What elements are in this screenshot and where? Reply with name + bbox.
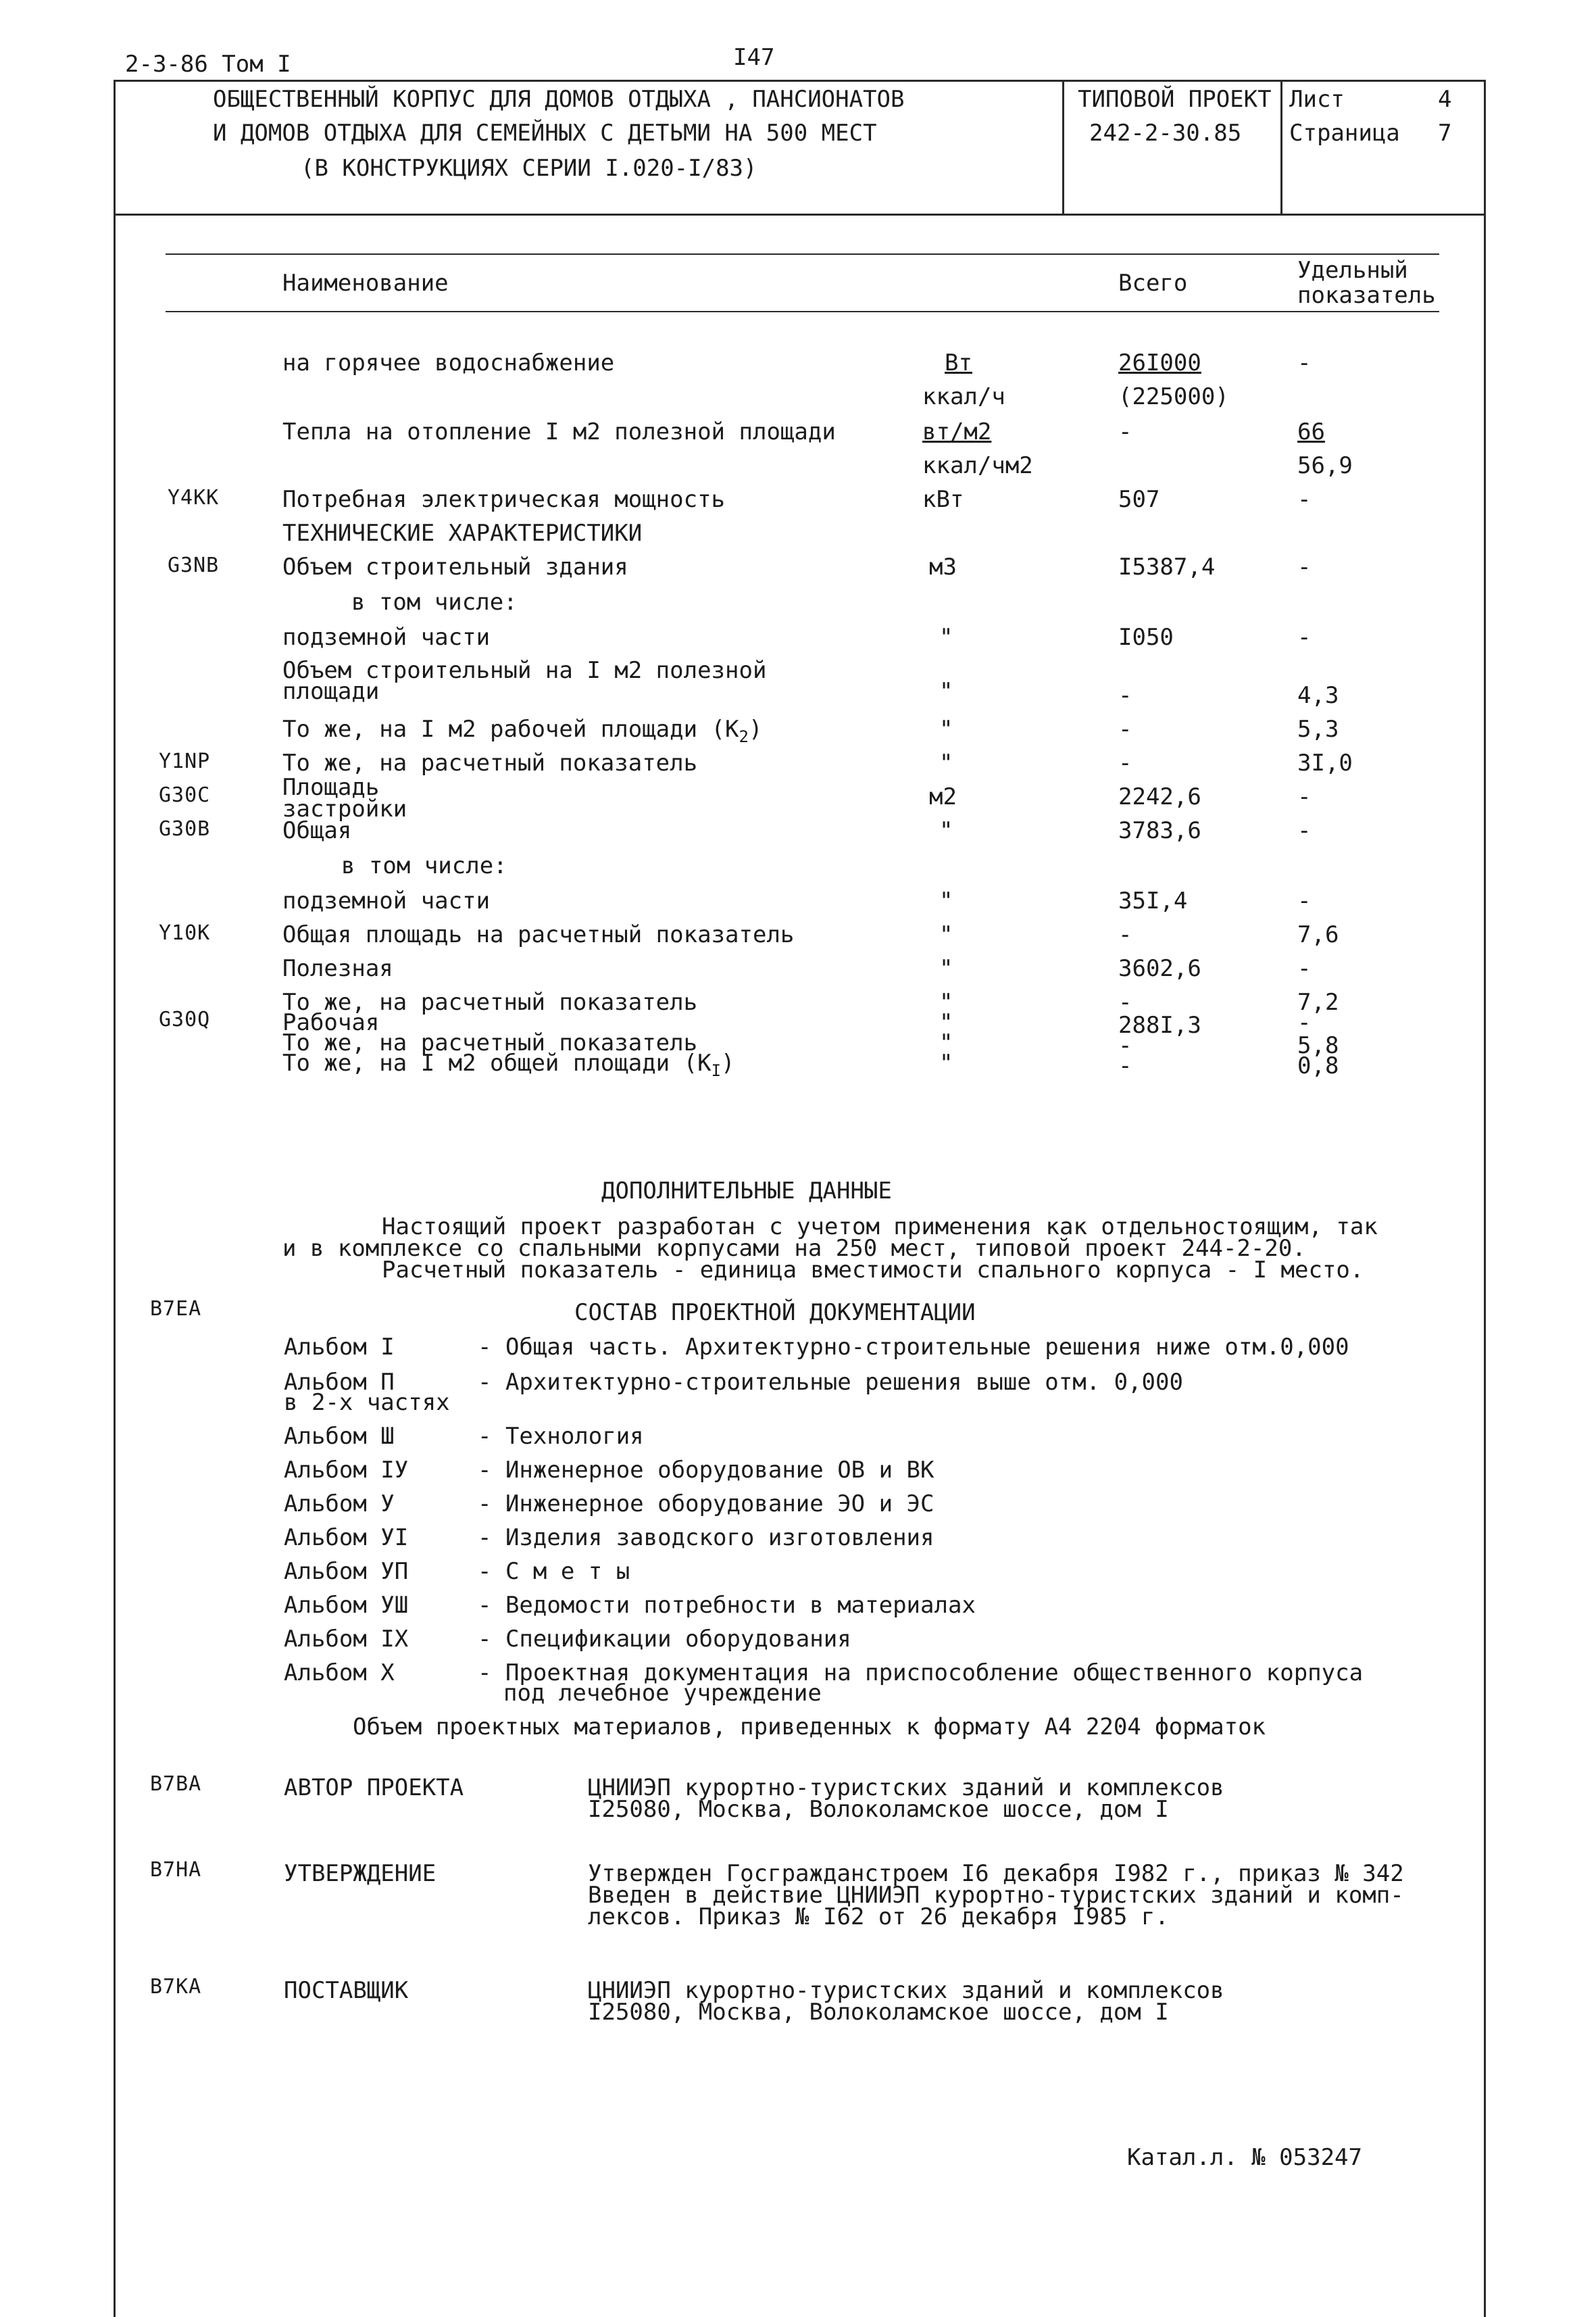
album-desc: - Проектная документация на приспособление общественного корпуса xyxy=(478,1659,1364,1686)
row-spec: 7,2 xyxy=(1297,989,1339,1016)
docs-volume: Объем проектных материалов, приведенных к формату А4 2204 форматок xyxy=(353,1713,1266,1740)
album-label: Альбом IУ xyxy=(284,1457,409,1484)
row-unit: ккал/чм2 xyxy=(922,452,1033,479)
row-spec: - xyxy=(1297,955,1312,982)
docs-heading: СОСТАВ ПРОЕКТНОЙ ДОКУМЕНТАЦИИ xyxy=(574,1299,976,1326)
row-spec: 4,3 xyxy=(1297,682,1339,709)
album-desc: - Ведомости потребности в материалах xyxy=(478,1592,976,1619)
row-unit: " xyxy=(939,989,953,1016)
row-total: 3783,6 xyxy=(1118,817,1201,844)
row-name: Общая площадь на расчетный показатель xyxy=(282,921,795,948)
closing-paren: ) xyxy=(748,716,763,743)
author-line-2: I25080, Москва, Волоколамское шоссе, дом I xyxy=(588,1796,1169,1823)
row-name: То же, на расчетный показатель xyxy=(282,1029,698,1056)
header-bottom-border xyxy=(114,214,1485,216)
row-name: То же, на расчетный показатель xyxy=(282,989,698,1016)
row-name: Тепла на отопление I м2 полезной площади xyxy=(282,418,836,445)
k2-subscript: 2 xyxy=(739,727,749,746)
row-total: I050 xyxy=(1118,624,1174,651)
album-desc: под лечебное учреждение xyxy=(503,1680,822,1707)
supplier-line-2: I25080, Москва, Волоколамское шоссе, дом I xyxy=(588,1999,1169,2026)
row-unit: " xyxy=(939,921,953,948)
project-number: 242-2-30.85 xyxy=(1089,120,1242,147)
row-name: Площадь xyxy=(282,774,380,801)
frame-left-border xyxy=(114,80,116,2317)
row-spec: 3I,0 xyxy=(1297,750,1353,777)
row-name: Полезная xyxy=(282,955,393,982)
row-name xyxy=(282,1052,735,1079)
frame-right-border xyxy=(1484,80,1486,2317)
row-unit: " xyxy=(939,750,953,777)
row-unit: м3 xyxy=(929,554,957,581)
page-value: 7 xyxy=(1438,120,1452,147)
row-total: 35I,4 xyxy=(1118,887,1188,914)
row-spec: - xyxy=(1297,1009,1312,1036)
row-unit: " xyxy=(939,716,953,743)
row-spec: - xyxy=(1297,349,1312,376)
col-header-total: Всего xyxy=(1118,270,1188,297)
col-header-specific-1: Удельный xyxy=(1297,257,1408,284)
col-header-name: Наименование xyxy=(282,270,449,297)
album-desc: - С м е т ы xyxy=(478,1558,630,1585)
page-label: Страница xyxy=(1289,120,1400,147)
table-top-rule xyxy=(166,253,1439,255)
row-unit: ккал/ч xyxy=(922,383,1005,410)
row-code: Y4KK xyxy=(168,486,220,510)
row-name: Рабочая xyxy=(282,1009,380,1036)
author-line-1: ЦНИИЭП курортно-туристских зданий и комплексов xyxy=(588,1774,1224,1801)
row-unit: " xyxy=(939,1050,953,1077)
row-spec: 0,8 xyxy=(1297,1052,1339,1079)
docs-code: B7EA xyxy=(150,1297,202,1321)
row-total: I5387,4 xyxy=(1118,554,1216,581)
row-name xyxy=(282,718,762,745)
row-unit: " xyxy=(939,1029,953,1056)
row-name-text: То же, на I м2 рабочей площади (К xyxy=(282,716,739,743)
row-code: G3NB xyxy=(168,554,220,577)
author-code: B7BA xyxy=(150,1772,202,1796)
row-code: Y10K xyxy=(159,921,211,945)
title-line-2: И ДОМОВ ОТДЫХА ДЛЯ СЕМЕЙНЫХ С ДЕТЬМИ НА 500 МЕСТ xyxy=(213,120,877,147)
row-unit: " xyxy=(939,955,953,982)
supplier-code: B7KA xyxy=(150,1975,202,1999)
approval-code: B7HA xyxy=(150,1858,202,1882)
row-spec: 5,8 xyxy=(1297,1032,1339,1059)
album-desc: - Изделия заводского изготовления xyxy=(478,1524,934,1551)
row-code: Y1NP xyxy=(159,750,211,773)
row-total: - xyxy=(1118,1032,1132,1059)
row-name: Объем строительный здания xyxy=(282,554,628,581)
row-name: на горячее водоснабжение xyxy=(282,349,615,376)
row-total: - xyxy=(1118,418,1132,445)
row-name: подземной части xyxy=(282,887,491,914)
row-spec: 7,6 xyxy=(1297,921,1339,948)
row-name: застройки xyxy=(282,796,407,823)
row-total: - xyxy=(1118,1052,1132,1079)
approval-label: УТВЕРЖДЕНИЕ xyxy=(284,1860,437,1887)
approval-line-3: лексов. Приказ № I62 от 26 декабря I985 г. xyxy=(588,1903,1169,1930)
album-label: Альбом I xyxy=(284,1334,395,1361)
approval-line-1: Утвержден Госгражданстроем I6 декабря I982 г., приказ № 342 xyxy=(588,1860,1404,1887)
additional-heading: ДОПОЛНИТЕЛЬНЫЕ ДАННЫЕ xyxy=(601,1177,892,1204)
album-desc: - Общая часть. Архитектурно-строительные решения ниже отм.0,000 xyxy=(478,1334,1349,1361)
approval-line-2: Введен в действие ЦНИИЭП курортно-туристских зданий и комп- xyxy=(588,1882,1404,1909)
row-unit: " xyxy=(939,678,953,705)
album-label: Альбом Ш xyxy=(284,1423,395,1450)
row-total: 26I000 xyxy=(1118,349,1201,376)
row-unit: м2 xyxy=(929,783,957,810)
row-name: в том числе: xyxy=(341,852,507,879)
section-heading: ТЕХНИЧЕСКИЕ ХАРАКТЕРИСТИКИ xyxy=(282,520,643,547)
album-label: Альбом УI xyxy=(284,1524,409,1551)
header-divider-1 xyxy=(1062,80,1064,215)
sheet-value: 4 xyxy=(1438,86,1452,113)
row-total: - xyxy=(1118,750,1132,777)
author-label: АВТОР ПРОЕКТА xyxy=(284,1774,464,1801)
row-total: (225000) xyxy=(1118,383,1229,410)
sheet-label: Лист xyxy=(1289,86,1345,113)
row-spec: - xyxy=(1297,554,1312,581)
project-label: ТИПОВОЙ ПРОЕКТ xyxy=(1078,86,1272,113)
row-code: G30C xyxy=(159,783,211,807)
row-name: То же, на расчетный показатель xyxy=(282,750,698,777)
album-label: Альбом IX xyxy=(284,1626,409,1653)
row-unit: " xyxy=(939,887,953,914)
row-total: 288I,3 xyxy=(1118,1012,1201,1039)
row-name: Общая xyxy=(282,817,352,844)
k1-subscript: I xyxy=(711,1061,722,1080)
row-name: Объем строительный на I м2 полезной xyxy=(282,657,767,684)
album-label: Альбом УШ xyxy=(284,1592,409,1619)
album-label: в 2-х частях xyxy=(284,1389,450,1416)
row-total: 507 xyxy=(1118,486,1160,513)
additional-line-3: Расчетный показатель - единица вместимости спального корпуса - I место. xyxy=(382,1257,1364,1284)
row-name: площади xyxy=(282,678,380,705)
album-label: Альбом X xyxy=(284,1659,395,1686)
row-spec: - xyxy=(1297,887,1312,914)
album-desc: - Технология xyxy=(478,1423,644,1450)
row-total: - xyxy=(1118,682,1132,709)
album-desc: - Спецификации оборудования xyxy=(478,1626,851,1653)
catalog-number: Катал.л. № 053247 xyxy=(1127,2144,1362,2171)
row-spec: 66 xyxy=(1297,418,1325,445)
row-total: 2242,6 xyxy=(1118,783,1201,810)
row-spec: - xyxy=(1297,624,1312,651)
additional-line-1: Настоящий проект разработан с учетом применения как отдельностоящим, так xyxy=(382,1213,1378,1240)
row-unit: " xyxy=(939,817,953,844)
album-desc: - Инженерное оборудование ЭО и ЭС xyxy=(478,1490,934,1517)
table-header-rule xyxy=(166,311,1439,312)
volume-label: 2-3-86 Том I xyxy=(125,51,291,78)
row-unit: " xyxy=(939,624,953,651)
row-total: - xyxy=(1118,921,1132,948)
supplier-line-1: ЦНИИЭП курортно-туристских зданий и комплексов xyxy=(588,1977,1224,2004)
frame-top-border xyxy=(114,80,1485,82)
title-line-1: ОБЩЕСТВЕННЫЙ КОРПУС ДЛЯ ДОМОВ ОТДЫХА , ПАНСИОНАТОВ xyxy=(213,86,905,113)
row-unit: Вт xyxy=(945,349,972,376)
header-divider-2 xyxy=(1280,80,1282,215)
title-line-3: (В КОНСТРУКЦИЯХ СЕРИИ I.020-I/83) xyxy=(301,155,757,182)
album-desc: - Инженерное оборудование ОВ и ВК xyxy=(478,1457,934,1484)
col-header-specific-2: показатель xyxy=(1297,282,1436,309)
row-code: G30B xyxy=(159,817,211,841)
row-name: в том числе: xyxy=(351,589,518,616)
page-number: I47 xyxy=(733,44,775,71)
row-total: - xyxy=(1118,716,1132,743)
row-spec: - xyxy=(1297,783,1312,810)
row-unit: вт/м2 xyxy=(922,418,992,445)
supplier-label: ПОСТАВЩИК xyxy=(284,1977,409,2004)
additional-line-2: и в комплексе со спальными корпусами на 250 мест, типовой проект 244-2-20. xyxy=(282,1235,1306,1262)
row-unit: " xyxy=(939,1009,953,1036)
row-spec: 56,9 xyxy=(1297,452,1353,479)
album-label: Альбом УП xyxy=(284,1558,409,1585)
album-label: Альбом У xyxy=(284,1490,395,1517)
row-unit: кВт xyxy=(922,486,964,513)
row-spec: - xyxy=(1297,817,1312,844)
row-spec: 5,3 xyxy=(1297,716,1339,743)
row-total: 3602,6 xyxy=(1118,955,1201,982)
closing-paren: ) xyxy=(721,1050,735,1077)
album-label: Альбом П xyxy=(284,1369,395,1396)
row-name-text: То же, на I м2 общей площади (К xyxy=(282,1050,712,1077)
row-spec: - xyxy=(1297,486,1312,513)
row-total: - xyxy=(1118,989,1132,1016)
row-code: G30Q xyxy=(159,1008,211,1031)
album-desc: - Архитектурно-строительные решения выше отм. 0,000 xyxy=(478,1369,1183,1396)
row-name: Потребная электрическая мощность xyxy=(282,486,726,513)
row-name: подземной части xyxy=(282,624,491,651)
